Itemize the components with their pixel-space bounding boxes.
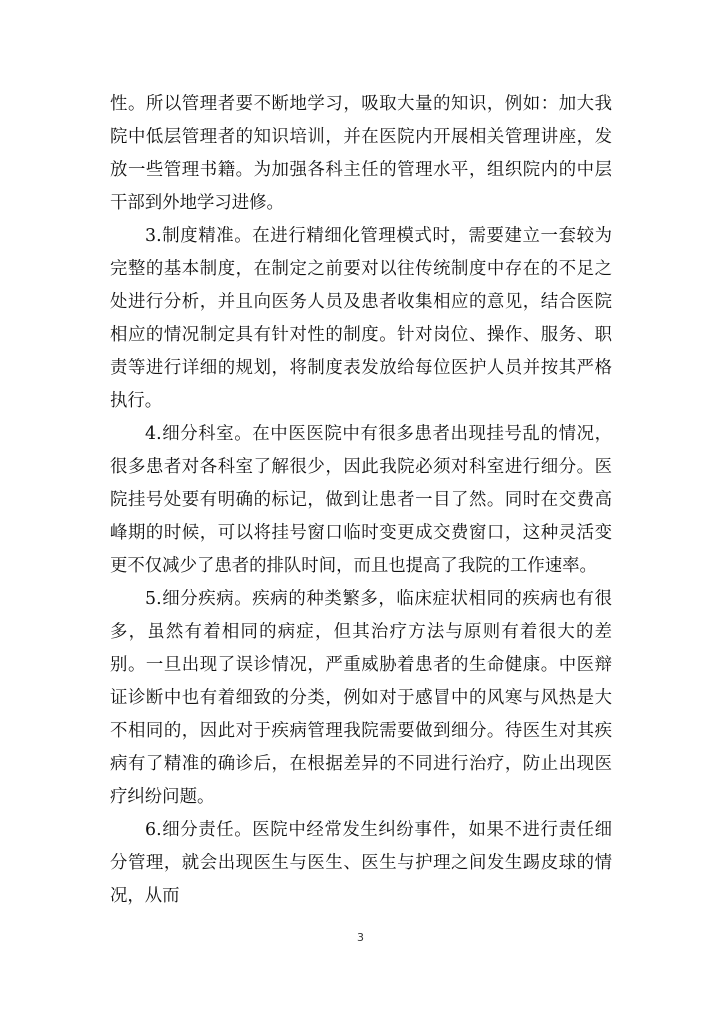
paragraph-department-subdivision: 4.细分科室。在中医医院中有很多患者出现挂号乱的情况，很多患者对各科室了解很少，因此我院必须对科室进行细分。医院挂号处要有明确的标记，做到让患者一目了然。同时在交费高峰期的时候，可以将挂号窗口临时变更成交费窗口，这种灵活变更不仅减少了患者的排队时间，而且也提高了我院的工作速率。 [110,424,612,576]
page-number: 3 [357,931,364,944]
paragraph-disease-subdivision: 5.细分疾病。疾病的种类繁多，临床症状相同的疾病也有很多，虽然有着相同的病症，但其治疗方法与原则有着很大的差别。一旦出现了误诊情况，严重威胁着患者的生命健康。中医辩证诊断中也有着细致的分类，例如对于感冒中的风寒与风热是大不相同的，因此对于疾病管理我院需要做到细分。待医生对其疾病有了精准的确诊后，在根据差异的不同进行治疗，防止出现医疗纠纷问题。 [110,589,612,807]
paragraph-system-precision: 3.制度精准。在进行精细化管理模式时，需要建立一套较为完整的基本制度，在制定之前要对以往传统制度中存在的不足之处进行分析，并且向医务人员及患者收集相应的意见，结合医院相应的情况制定具有针对性的制度。针对岗位、操作、服务、职责等进行详细的规划，将制度表发放给每位医护人员并按其严格执行。 [110,226,612,411]
paragraph-continuation: 性。所以管理者要不断地学习，吸取大量的知识，例如：加大我院中低层管理者的知识培训，并在医院内开展相关管理讲座，发放一些管理书籍。为加强各科主任的管理水平，组织院内的中层干部到外地学习进修。 [110,94,612,213]
document-page [110,88,612,913]
paragraph-responsibility-subdivision: 6.细分责任。医院中经常发生纠纷事件，如果不进行责任细分管理，就会出现医生与医生、医生与护理之间发生踢皮球的情况，从而 [110,820,612,906]
